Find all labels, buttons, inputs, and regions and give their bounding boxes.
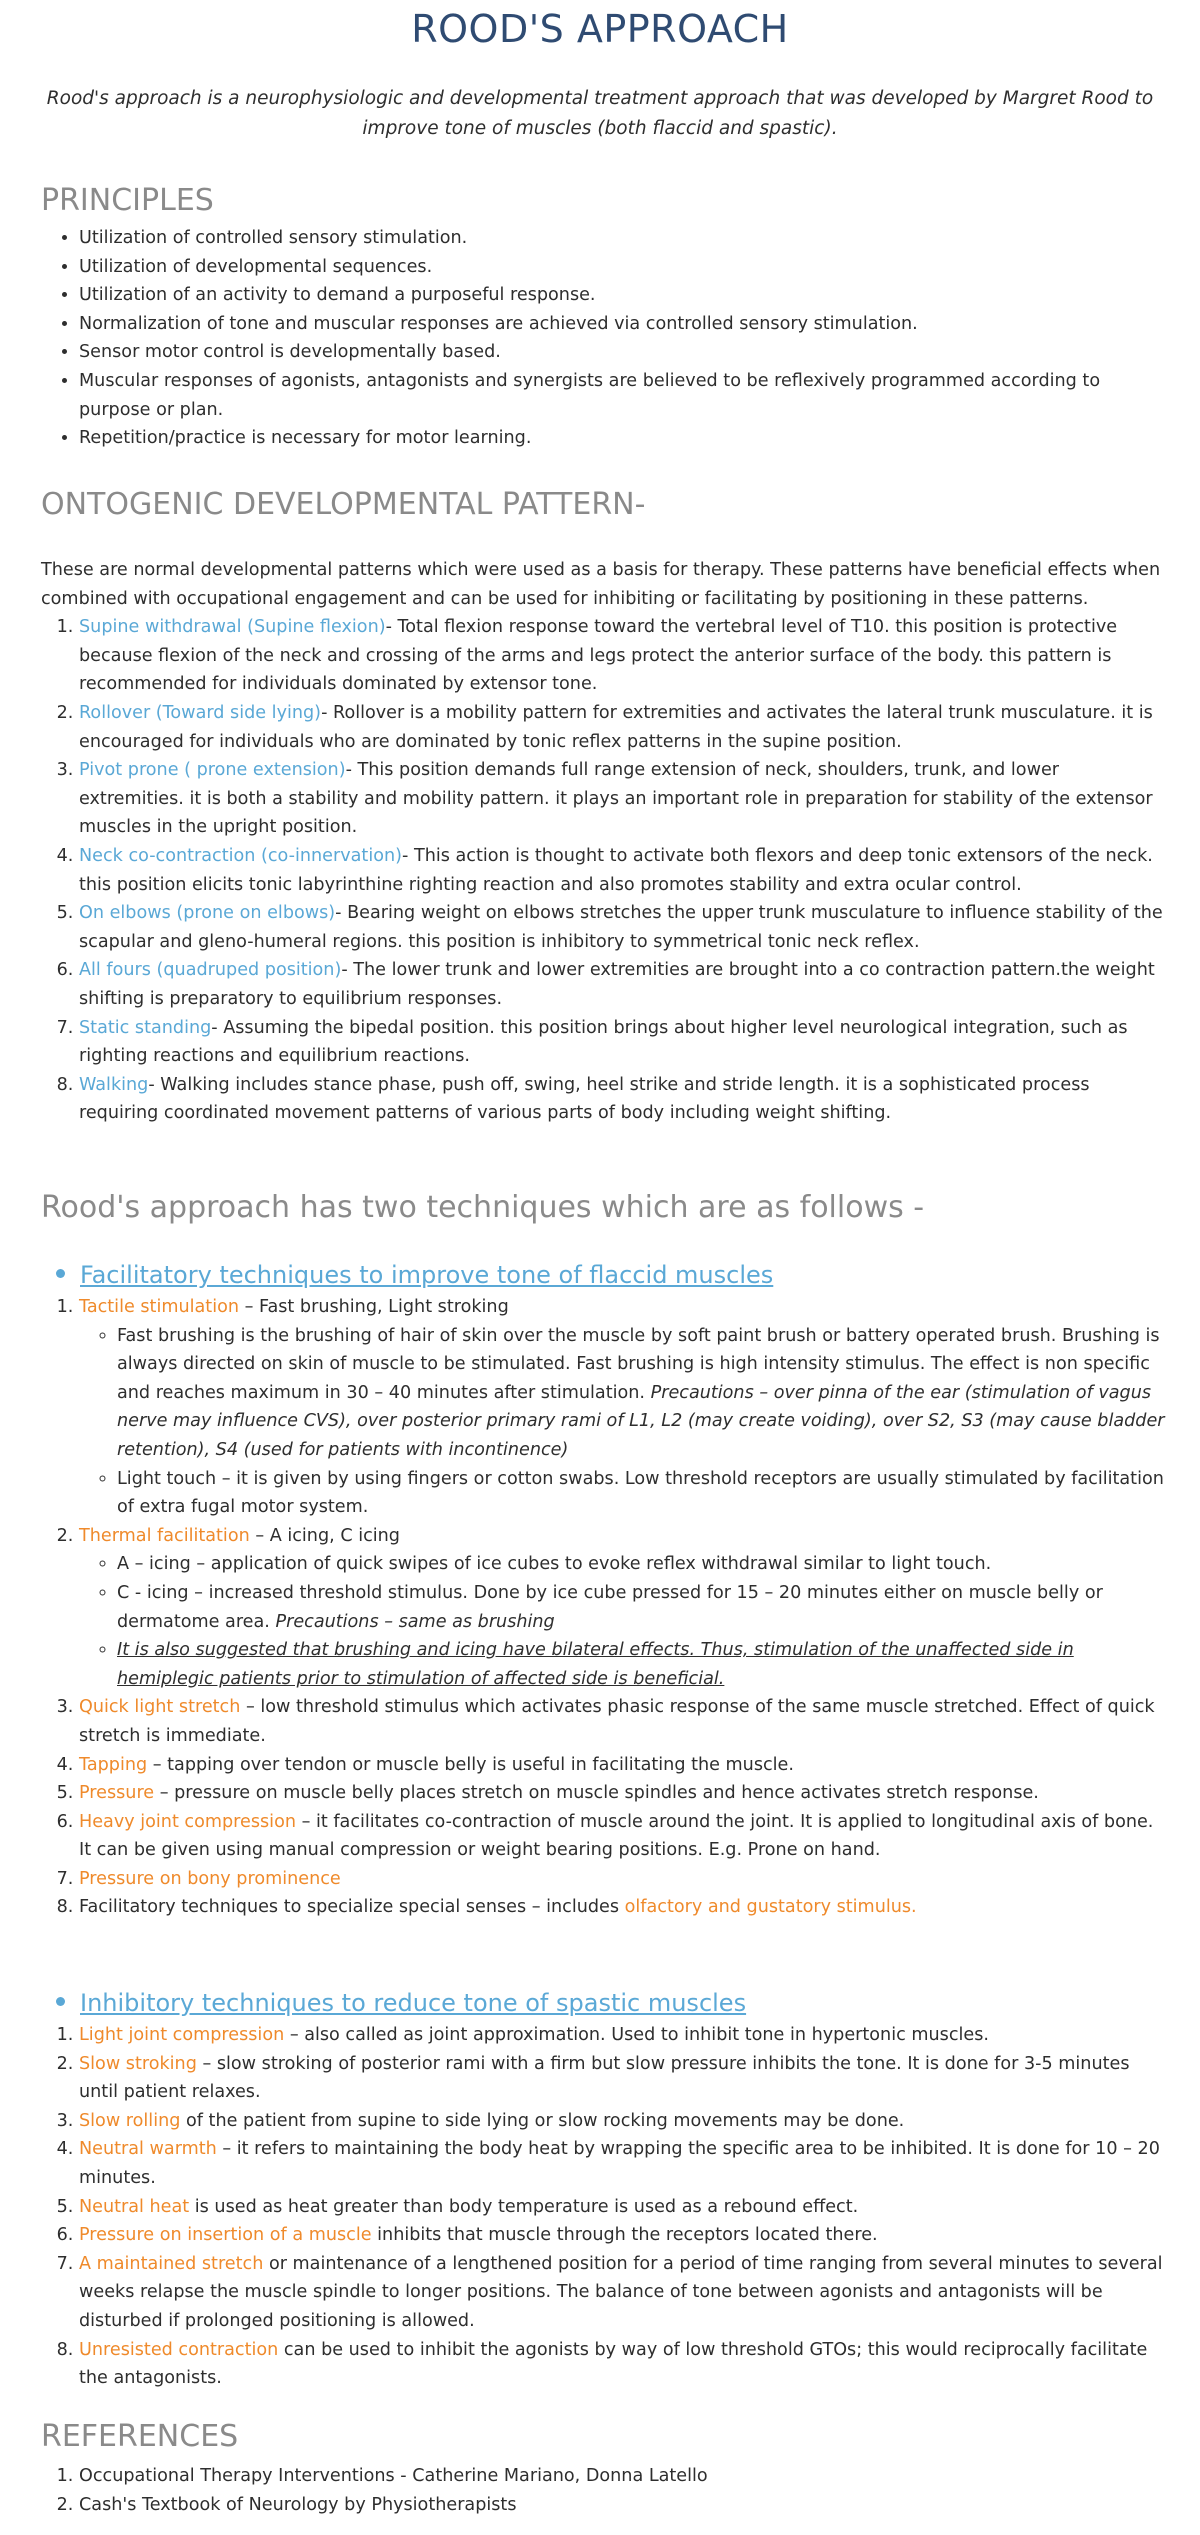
inhibitory-list [41,2021,1166,2393]
list-item [79,899,1166,956]
references-block [41,2462,1166,2519]
list-item [79,2250,1166,2336]
list-item: • Utilization of an activity to demand a purposeful response. [79,281,1166,310]
term: Tapping [79,1754,148,1775]
term: On elbows (prone on elbows) [79,903,336,924]
term: Neck co-contraction (co-innervation) [79,845,403,866]
description: – pressure on muscle belly places stretch on muscle spindles and hence activates stretch response. [154,1783,1039,1804]
list-item: • Sensor motor control is developmentally based. [79,338,1166,367]
bullet-icon [56,1997,65,2006]
term: Thermal facilitation [79,1525,250,1546]
term: Quick light stretch [79,1697,241,1718]
list-item [79,613,1166,699]
description: – slow stroking of posterior rami with a firm but slow pressure inhibits the tone. It is done for 3-5 minutes until patient relaxes. [79,2053,1130,2103]
list-item [79,1293,1166,1522]
list-item [79,2107,1166,2136]
description: can be used to inhibit the agonists by way of low threshold GTOs; this would reciprocally facilitate the antagonists. [79,2339,1148,2389]
list-item [79,1808,1166,1865]
list-item [79,2221,1166,2250]
list-item [79,956,1166,1013]
list-item [79,2021,1166,2050]
list-item: ◦ C - icing – increased threshold stimulus. Done by ice cube pressed for 15 – 20 minutes either on muscle belly or dermatome area. Precautions – same as brushing [117,1579,1166,1636]
list-item [79,1014,1166,1071]
description: – A icing, C icing [249,1525,400,1546]
term: Neutral heat [79,2196,190,2217]
list-item: • Normalization of tone and muscular responses are achieved via controlled sensory stimulation. [79,310,1166,339]
sub-list [79,1550,1166,1693]
inhibitory-link[interactable]: Inhibitory techniques to reduce tone of spastic muscles [80,1989,747,2017]
list-item [79,2336,1166,2393]
precautions: Precautions – over pinna of the ear (stimulation of vagus nerve may influence CVS), over posterior primary rami of L1, L2 (may create voiding), over S2, S3 (may cause bladder retention), S4 (used for patients with incontinence) [117,1382,1165,1460]
description: - Rollover is a mobility pattern for extremities and activates the lateral trunk musculature. it is encouraged for individuals who are dominated by tonic reflex patterns in the supine position. [79,702,1153,752]
precautions: Precautions – same as brushing [275,1611,555,1632]
term: Slow stroking [79,2053,197,2074]
sub-list [79,1322,1166,1522]
list-item [79,2050,1166,2107]
description: inhibits that muscle through the receptors located there. [371,2225,878,2246]
term: Walking [79,1074,149,1095]
term: Light joint compression [79,2025,285,2045]
list-item: ◦ A – icing – application of quick swipes of ice cubes to evoke reflex withdrawal similar to light touch. [117,1550,1166,1579]
list-item [79,699,1166,756]
inhibitory-heading [56,1987,746,2019]
list-item [79,1779,1166,1808]
description: – it facilitates co-contraction of muscle around the joint. It is applied to longitudinal axis of bone. It can be given using manual compression or weight bearing positions. E.g. Prone on hand. [79,1811,1154,1861]
term: Static standing [79,1017,212,1038]
description: – low threshold stimulus which activates phasic response of the same muscle stretched. Effect of quick stretch is immediate. [79,1697,1155,1746]
term: Pressure on bony prominence [79,1868,341,1889]
principles-list-block [41,224,1166,453]
ontogenic-list [41,613,1166,1128]
description: – tapping over tendon or muscle belly is useful in facilitating the muscle. [147,1754,794,1775]
term: Unresisted contraction [79,2339,279,2360]
facilitatory-link[interactable]: Facilitatory techniques to improve tone of flaccid muscles [80,1261,774,1289]
description: of the patient from supine to side lying or slow rocking movements may be done. [180,2110,905,2131]
list-item: ◦ It is also suggested that brushing and icing have bilateral effects. Thus, stimulation of the unaffected side in hemiplegic patients prior to stimulation of affected side is beneficial. [117,1636,1166,1693]
description: is used as heat greater than body temperature is used as a rebound effect. [189,2196,859,2217]
list-item: • Utilization of controlled sensory stimulation. [79,224,1166,253]
list-item: • Muscular responses of agonists, antagonists and synergists are believed to be reflexively programmed according to purpose or plan. [79,367,1166,424]
term: olfactory and gustatory stimulus. [624,1897,917,1918]
list-item: • Utilization of developmental sequences. [79,253,1166,282]
term: Pressure [79,1783,155,1804]
term: Rollover (Toward side lying) [79,702,322,723]
term: Neutral warmth [79,2139,217,2160]
principles-list [41,224,1166,453]
description: - Assuming the bipedal position. this position brings about higher level neurological integration, such as righting reactions and equilibrium reactions. [79,1017,1128,1067]
description: - This position demands full range extension of neck, shoulders, trunk, and lower extremities. it is both a stability and mobility pattern. it plays an important role in preparation for stability of the extensor muscles in the upright position. [79,760,1153,838]
facilitatory-heading [56,1259,773,1291]
description: - This action is thought to activate both flexors and deep tonic extensors of the neck. this position elicits tonic labyrinthine righting reaction and also promotes stability and extra ocular control. [79,845,1153,895]
term: Slow rolling [79,2110,181,2131]
ontogenic-intro: These are normal developmental patterns which were used as a basis for therapy. These patterns have beneficial effects when combined with occupational engagement and can be used for inhibiting or facilitating by positioning in these patterns. [41,560,1161,609]
description: - Bearing weight on elbows stretches the upper trunk musculature to influence stability of the scapular and gleno-humeral regions. this position is inhibitory to symmetrical tonic neck reflex. [79,903,1163,952]
description: - The lower trunk and lower extremities are brought into a co contraction pattern.the weight shifting is preparatory to equilibrium responses. [79,960,1155,1009]
list-item [79,1865,1166,1894]
list-item [79,1522,1166,1694]
list-item [79,2193,1166,2222]
facilitatory-list [41,1293,1166,1922]
list-item [79,1693,1166,1750]
list-item [79,842,1166,899]
list-item [79,1071,1166,1128]
list-item [79,2135,1166,2192]
list-item [79,1893,1166,1922]
description: – Fast brushing, Light stroking [239,1297,509,1317]
list-item [79,1751,1166,1780]
references-list [41,2462,1166,2519]
description: or maintenance of a lengthened position for a period of time ranging from several minutes to several weeks relapse the muscle spindle to longer positions. The balance of tone between agonists and antagonists will be disturbed if prolonged positioning is allowed. [79,2253,1163,2331]
term: Tactile stimulation [79,1297,239,1317]
list-item: 2. Cash's Textbook of Neurology by Physiotherapists [79,2491,1166,2520]
term: Pivot prone ( prone extension) [79,760,346,781]
term: Pressure on insertion of a muscle [79,2225,372,2246]
description: – also called as joint approximation. Used to inhibit tone in hypertonic muscles. [284,2025,989,2045]
principles-heading: PRINCIPLES [41,183,214,218]
intro-paragraph: Rood's approach is a neurophysiologic and developmental treatment approach that was developed by Margret Rood to improve tone of muscles (both flaccid and spastic). [46,88,1154,139]
inhibitory-block [41,2021,1166,2393]
description: - Walking includes stance phase, push off, swing, heel strike and stride length. it is a sophisticated process requiring coordinated movement patterns of various parts of body including weight shifting. [79,1074,1090,1124]
list-item: 1. Occupational Therapy Interventions - Catherine Mariano, Donna Latello [79,2462,1166,2491]
term: Supine withdrawal (Supine flexion) [79,617,386,638]
term: A maintained stretch [79,2253,264,2274]
term: Heavy joint compression [79,1811,296,1832]
ontogenic-block [41,556,1166,1128]
description: Facilitatory techniques to specialize special senses – includes [79,1897,625,1918]
list-item: ◦ Light touch – it is given by using fingers or cotton swabs. Low threshold receptors are usually stimulated by facilitation of extra fugal motor system. [117,1465,1166,1522]
facilitatory-block [41,1293,1166,1922]
description: - Total flexion response toward the vertebral level of T10. this position is protective because flexion of the neck and crossing of the arms and legs protect the anterior surface of the body. this pattern is recommended for individuals dominated by extensor tone. [79,617,1118,695]
techniques-heading: Rood's approach has two techniques which are as follows - [41,1190,925,1225]
page-title: ROOD'S APPROACH [411,7,789,51]
bullet-icon [56,1269,65,1278]
term: All fours (quadruped position) [79,960,342,981]
ontogenic-heading: ONTOGENIC DEVELOPMENTAL PATTERN- [41,487,646,522]
references-heading: REFERENCES [41,2419,239,2454]
description: – it refers to maintaining the body heat by wrapping the specific area to be inhibited. It is done for 10 – 20 minutes. [79,2139,1160,2188]
list-item: ◦ Fast brushing is the brushing of hair of skin over the muscle by soft paint brush or battery operated brush. Brushing is always directed on skin of muscle to be stimulated. Fast brushing is high intensity stimulus. The effect is non specific and reaches maximum in 30 – 40 minutes after stimulation. Precautions – over pinna of the ear (stimulation of vagus nerve may influence CVS), over posterior primary rami of L1, L2 (may create voiding), over S2, S3 (may cause bladder retention), S4 (used for patients with incontinence) [117,1322,1166,1465]
list-item [79,756,1166,842]
list-item: • Repetition/practice is necessary for motor learning. [79,424,1166,453]
